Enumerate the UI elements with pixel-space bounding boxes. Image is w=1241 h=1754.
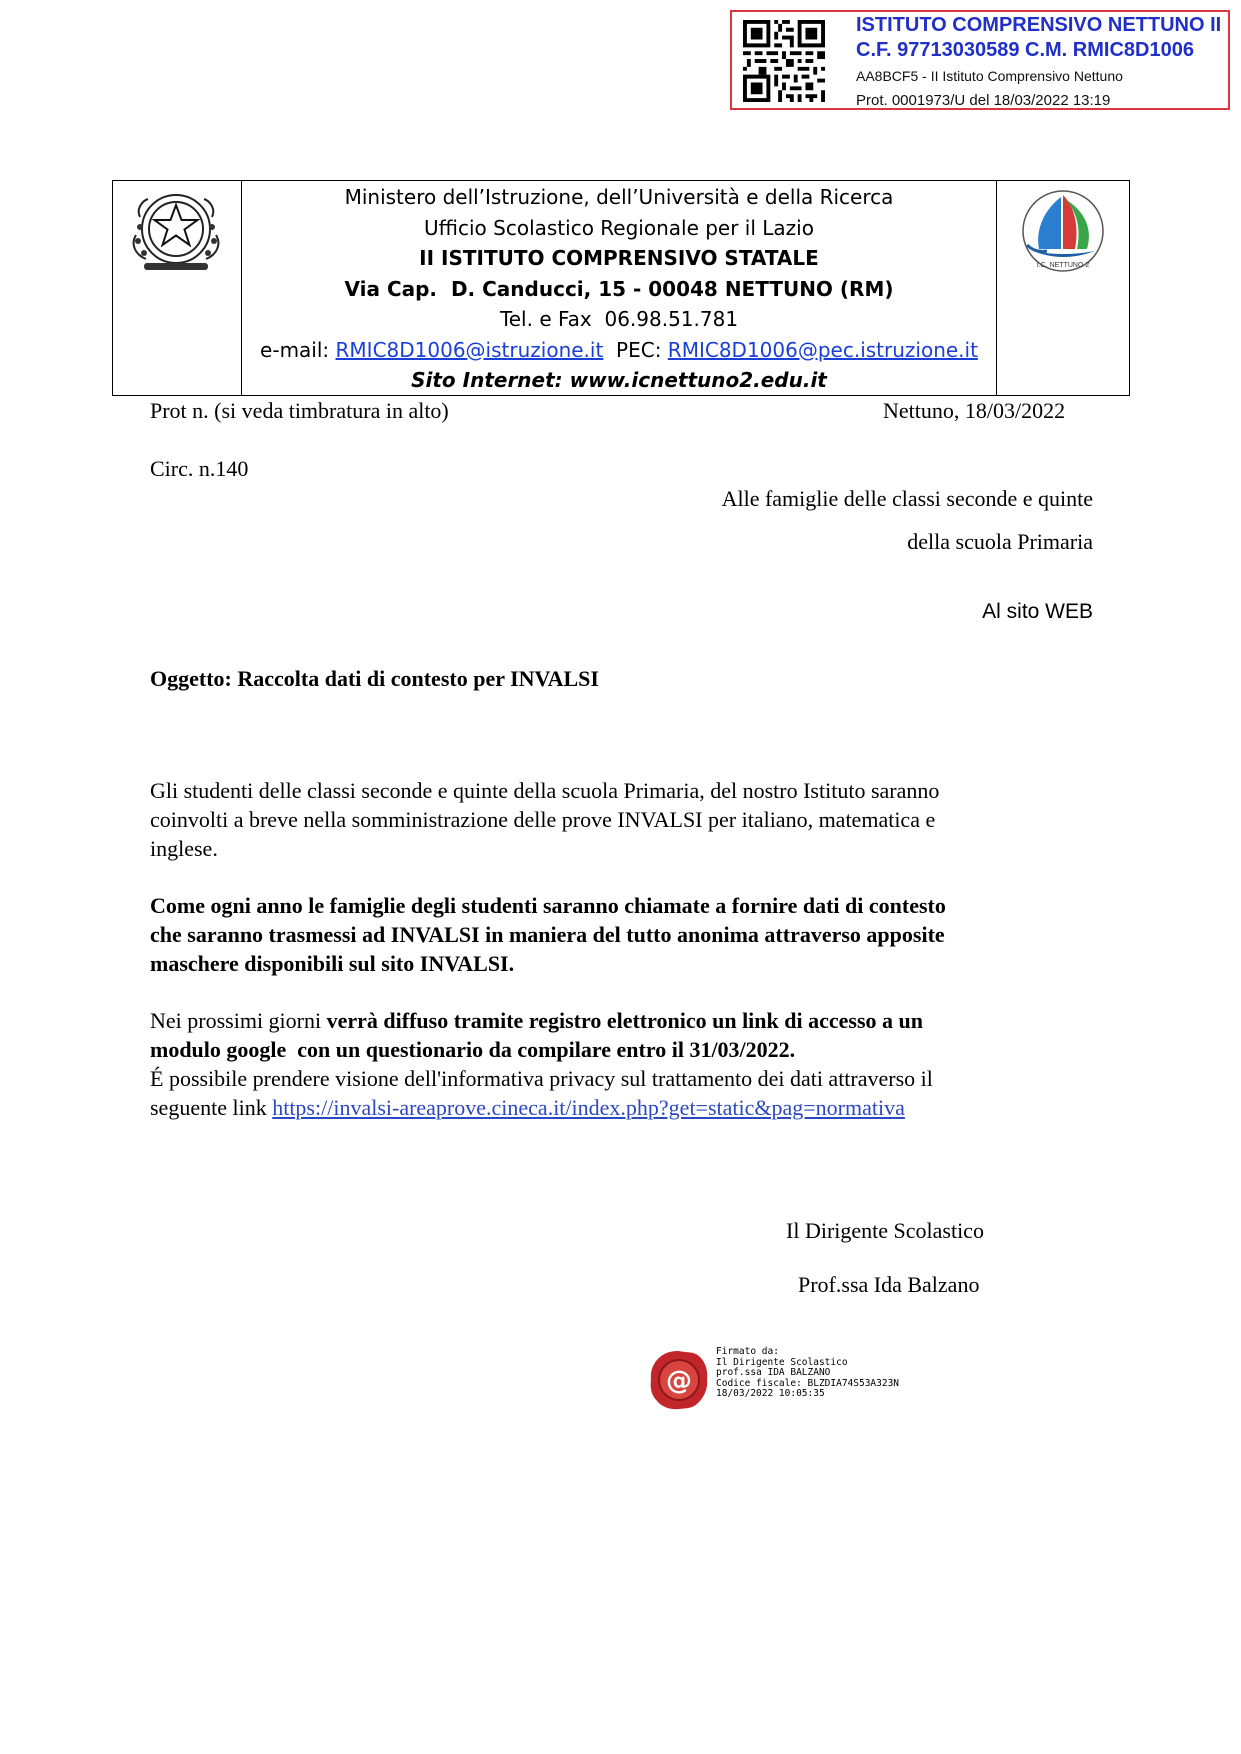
qr-code-icon [743, 20, 825, 102]
wax-seal-at-icon [648, 1349, 710, 1411]
italian-republic-emblem-icon [126, 187, 226, 279]
paragraph-3 [150, 1006, 1080, 1122]
website: Sito Internet: www.icnettuno2.edu.it [411, 368, 827, 392]
school-phone: Tel. e Fax 06.98.51.781 [499, 307, 739, 331]
email-link[interactable]: RMIC8D1006@istruzione.it [335, 337, 604, 362]
paragraph-3-link-prefix: seguente link [150, 1095, 273, 1120]
circular-number: Circ. n.140 [150, 456, 249, 481]
paragraph-1-line: inglese. [150, 836, 218, 861]
protocol-stamp [730, 10, 1230, 110]
paragraph-3-line-1 [150, 1006, 1080, 1035]
paragraph-2-line: che saranno trasmessi ad INVALSI in maniera del tutto anonima attraverso apposite [150, 922, 945, 947]
signature-info-line: prof.ssa IDA BALZANO [716, 1367, 831, 1378]
pec-label: PEC: [603, 337, 668, 362]
place-date: Nettuno, 18/03/2022 [883, 398, 1066, 423]
signature-info [716, 1347, 899, 1400]
school-name: II ISTITUTO COMPRENSIVO STATALE [419, 246, 819, 270]
protocol-number: Prot n. (si veda timbratura in alto) [150, 398, 449, 423]
school-address: Via Cap. D. Canducci, 15 - 00048 NETTUNO (RM) [344, 276, 894, 301]
privacy-policy-link[interactable]: https://invalsi-areaprove.cineca.it/index.php?get=static&pag=normativa [272, 1095, 905, 1120]
paragraph-3-bold-1: verrà diffuso tramite registro elettronico un link di accesso a un [326, 1008, 923, 1033]
stamp-aoo: AA8BCF5 - II Istituto Comprensivo Nettuno [856, 68, 1123, 84]
contact-line [241, 335, 997, 366]
paragraph-1-line: coinvolti a breve nella somministrazione delle prove INVALSI per italiano, matematica e [150, 807, 936, 832]
letterhead-emblem-cell [113, 181, 242, 395]
paragraph-1-line: Gli studenti delle classi seconde e quinte della scuola Primaria, del nostro Istituto saranno [150, 778, 940, 803]
email-label: e-mail: [260, 337, 336, 362]
paragraph-2-line: maschere disponibili sul sito INVALSI. [150, 951, 515, 976]
paragraph-2 [150, 891, 1080, 978]
letterhead-text [241, 181, 997, 396]
recipient-line-3: Al sito WEB [982, 600, 1093, 623]
paragraph-3-line-4 [150, 1093, 1080, 1122]
paragraph-2-line: Come ogni anno le famiglie degli studenti saranno chiamate a fornire dati di contesto [150, 893, 946, 918]
letterhead [112, 180, 1130, 396]
recipient-line-1: Alle famiglie delle classi seconde e quinte [721, 486, 1093, 511]
stamp-fiscal-code: C.F. 97713030589 C.M. RMIC8D1006 [856, 39, 1194, 61]
recipient-line-2: della scuola Primaria [907, 529, 1093, 554]
digital-signature [648, 1347, 968, 1417]
signature-role: Il Dirigente Scolastico [786, 1218, 984, 1243]
paragraph-1 [150, 776, 1080, 863]
logo-caption: I.C. NETTUNO 2 [1036, 262, 1090, 269]
paragraph-3-bold-2: modulo google con un questionario da compilare entro il 31/03/2022. [150, 1037, 796, 1062]
signature-info-line: Firmato da: [716, 1346, 779, 1357]
stamp-institute-name: ISTITUTO COMPRENSIVO NETTUNO II [856, 14, 1222, 36]
signature-info-line: 18/03/2022 10:05:35 [716, 1388, 825, 1399]
stamp-protocol: Prot. 0001973/U del 18/03/2022 13:19 [856, 92, 1111, 109]
letterhead-logo-cell [996, 181, 1129, 395]
signature-info-line: Il Dirigente Scolastico [716, 1356, 848, 1368]
signature-name: Prof.ssa Ida Balzano [798, 1272, 980, 1297]
school-sail-logo-icon [1013, 185, 1113, 277]
svg-text:@: @ [666, 1366, 692, 1396]
paragraph-3-prefix: Nei prossimi giorni [150, 1008, 327, 1033]
paragraph-3-line-3: É possibile prendere visione dell'informativa privacy sul trattamento dei dati attraverso il [150, 1066, 933, 1091]
ministry-name: Ministero dell’Istruzione, dell’Università e della Ricerca [344, 185, 894, 209]
pec-link[interactable]: RMIC8D1006@pec.istruzione.it [667, 337, 978, 362]
regional-office: Ufficio Scolastico Regionale per il Lazio [424, 215, 814, 240]
signature-info-line: Codice fiscale: BLZDIA74S53A323N [716, 1377, 900, 1389]
subject: Oggetto: Raccolta dati di contesto per INVALSI [150, 666, 599, 691]
